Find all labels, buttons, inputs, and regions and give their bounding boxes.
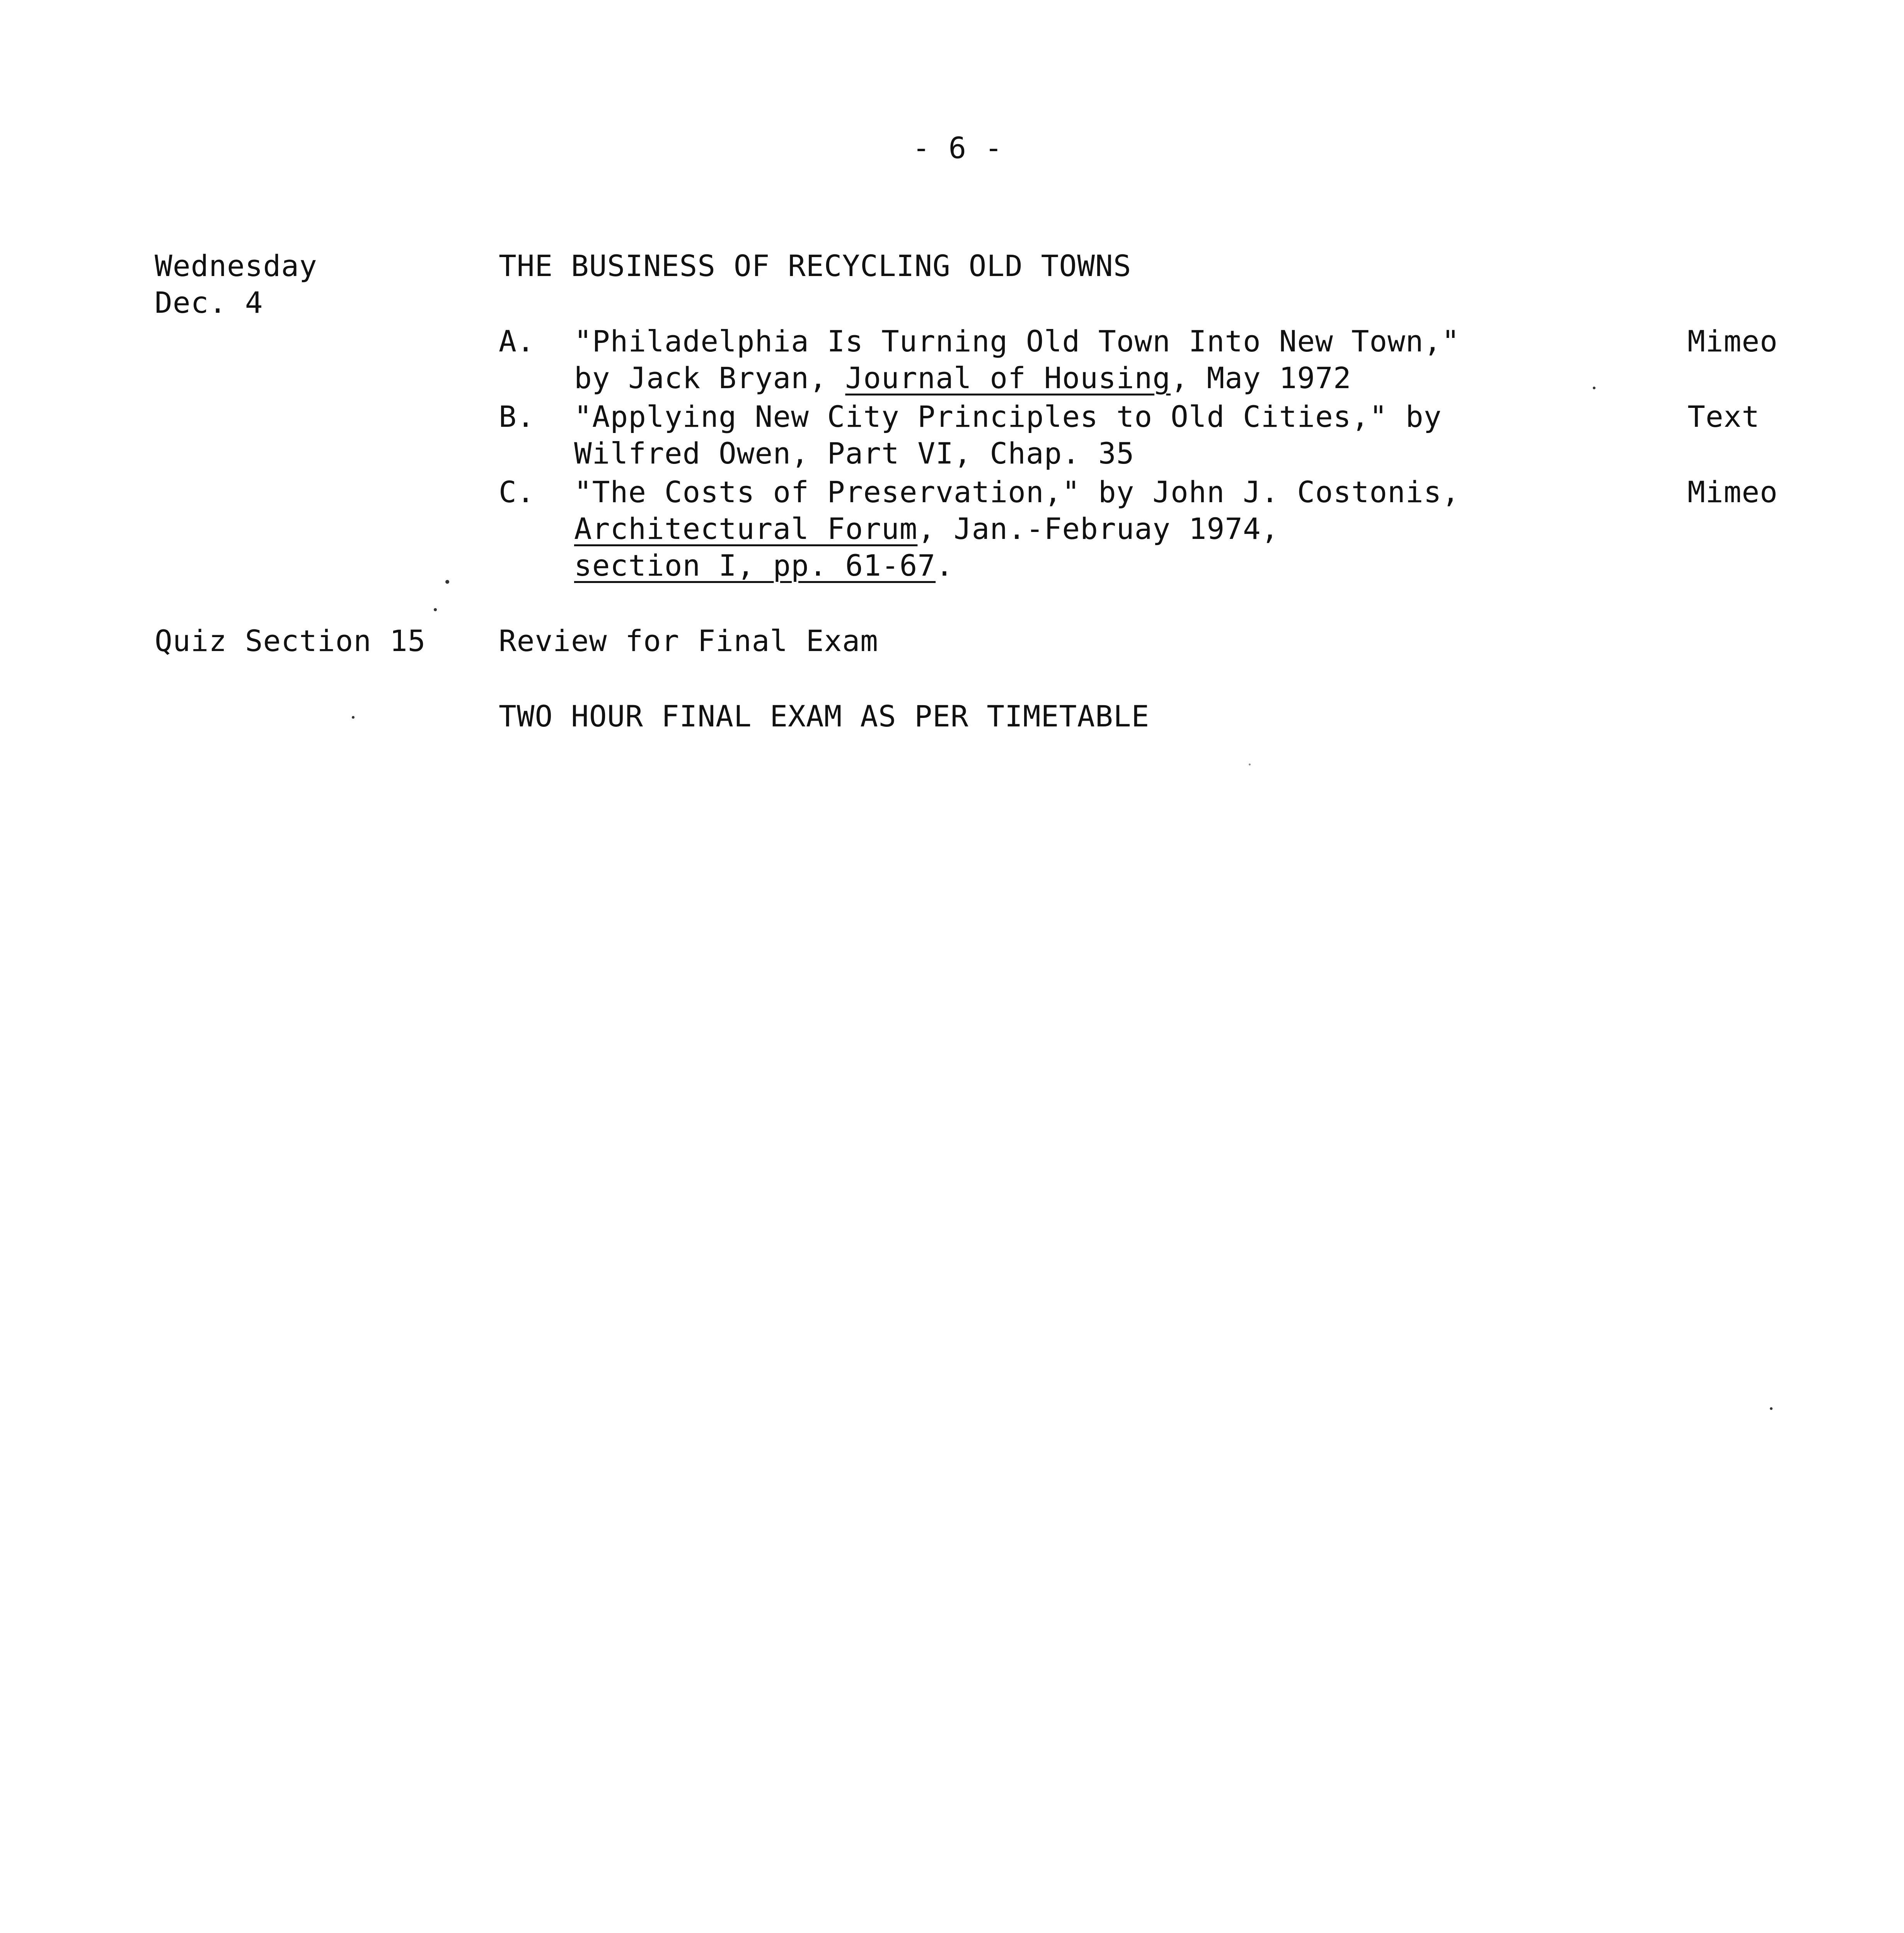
scan-speck xyxy=(352,716,355,719)
reading-c-letter: C. xyxy=(499,475,535,509)
reading-b-title: "Applying New City Principles to Old Cities," by xyxy=(574,399,1442,434)
reading-c-title: "The Costs of Preservation," by John J. Costonis, xyxy=(574,475,1460,509)
quiz-label: Quiz Section 15 xyxy=(155,624,426,658)
scan-speck xyxy=(445,580,449,584)
reading-a-author: by Jack Bryan, xyxy=(574,361,845,395)
reading-c-journal: Architectural Forum xyxy=(574,511,918,546)
reading-a-source: Mimeo xyxy=(1688,324,1778,358)
reading-c-section: section I, pp. 61-67 xyxy=(574,548,936,583)
reading-a-citation xyxy=(574,360,1352,397)
reading-c-pages xyxy=(574,547,954,584)
session-topic: THE BUSINESS OF RECYCLING OLD TOWNS xyxy=(499,249,1132,283)
final-exam-note: TWO HOUR FINAL EXAM AS PER TIMETABLE xyxy=(499,699,1150,733)
page-number: - 6 - xyxy=(912,131,1003,165)
scan-speck xyxy=(1249,764,1251,765)
quiz-text: Review for Final Exam xyxy=(499,624,878,658)
reading-c-source: Mimeo xyxy=(1688,475,1778,509)
reading-c-date: , Jan.-Februay 1974, xyxy=(917,511,1279,546)
scan-speck xyxy=(434,608,437,611)
scan-speck xyxy=(1593,387,1595,389)
reading-b-source: Text xyxy=(1688,399,1760,434)
reading-c-period: . xyxy=(936,548,954,583)
scan-speck xyxy=(1770,1407,1773,1410)
reading-c-citation xyxy=(574,510,1279,547)
reading-a-journal: Journal of Housing xyxy=(845,361,1171,395)
reading-a-date: , May 1972 xyxy=(1170,361,1352,395)
reading-b-citation: Wilfred Owen, Part VI, Chap. 35 xyxy=(574,436,1135,470)
session-date: Dec. 4 xyxy=(155,285,263,320)
reading-b-letter: B. xyxy=(499,399,535,434)
reading-a-title: "Philadelphia Is Turning Old Town Into New Town," xyxy=(574,324,1460,358)
reading-a-letter: A. xyxy=(499,324,535,358)
session-day: Wednesday xyxy=(155,249,317,283)
